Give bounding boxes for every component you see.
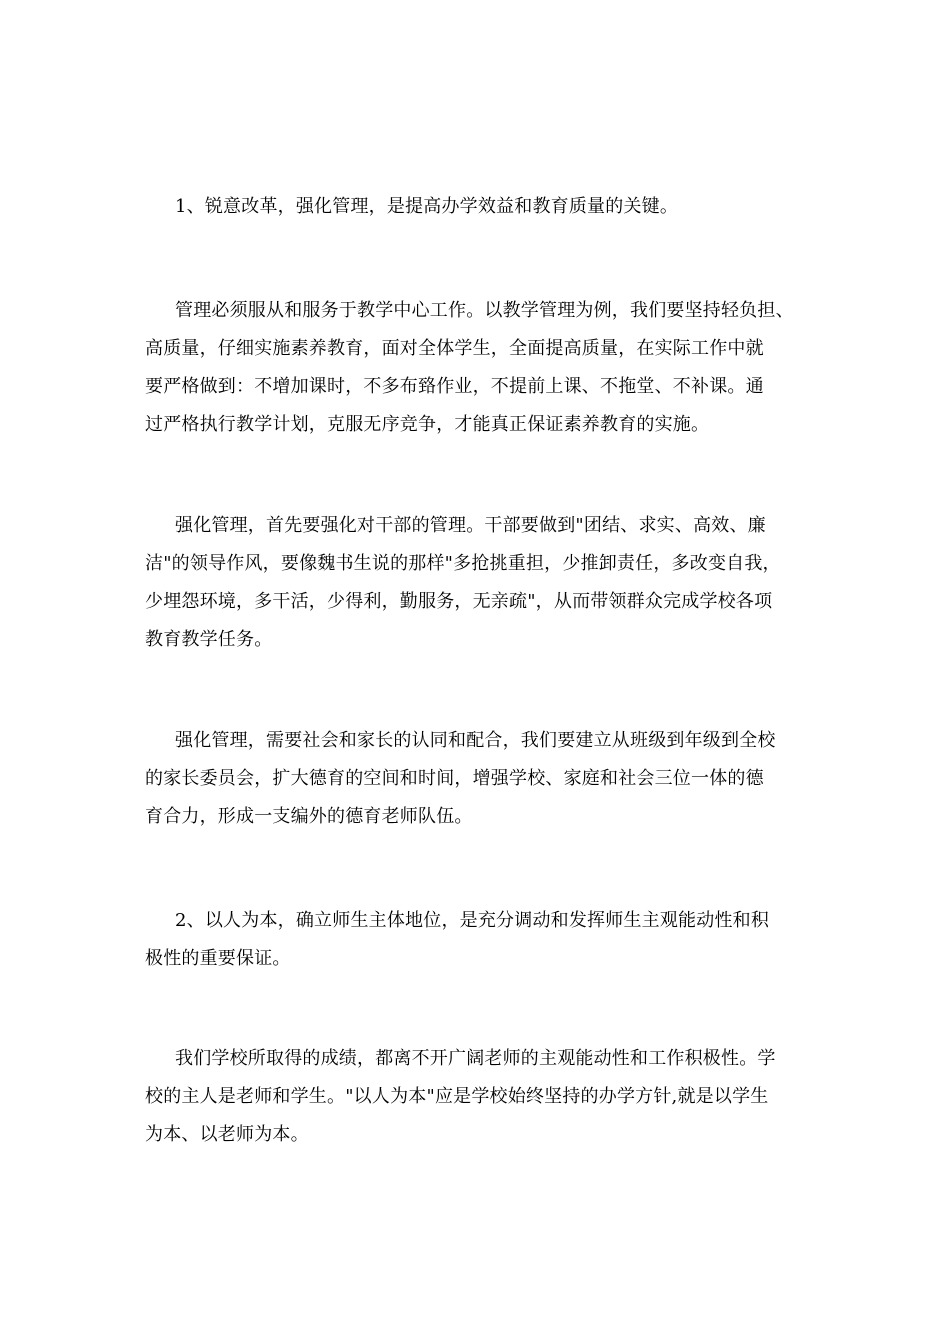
- paragraph-line: 的家长委员会，扩大德育的空间和时间，增强学校、家庭和社会三位一体的德: [145, 768, 764, 789]
- paragraph-line: 强化管理，需要社会和家长的认同和配合，我们要建立从班级到年级到全校: [175, 730, 776, 751]
- paragraph-line: 强化管理，首先要强化对干部的管理。干部要做到"团结、求实、高效、廉: [175, 515, 766, 536]
- paragraph-3: [145, 507, 810, 659]
- paragraph-line: 过严格执行教学计划，克服无序竞争，才能真正保证素养教育的实施。: [145, 414, 710, 435]
- paragraph-1: [145, 188, 810, 226]
- paragraph-line: 洁"的领导作风，要像魏书生说的那样"多抢挑重担，少推卸责任，多改变自我，: [145, 553, 781, 574]
- paragraph-line: 少埋怨环境，多干活，少得利，勤服务，无亲疏"，从而带领群众完成学校各项: [145, 591, 773, 612]
- paragraph-line: 1、锐意改革，强化管理，是提高办学效益和教育质量的关键。: [175, 196, 679, 217]
- paragraph-line: 要严格做到：不增加课时，不多布臵作业，不提前上课、不拖堂、不补课。通: [145, 376, 764, 397]
- paragraph-5: [145, 902, 810, 978]
- paragraph-2: [145, 292, 810, 444]
- paragraph-line: 我们学校所取得的成绩，都离不开广阔老师的主观能动性和工作积极性。学: [175, 1048, 776, 1069]
- paragraph-line: 管理必须服从和服务于教学中心工作。以教学管理为例，我们要坚持轻负担、: [175, 300, 794, 321]
- paragraph-line: 极性的重要保证。: [145, 948, 291, 969]
- paragraph-6: [145, 1040, 810, 1154]
- paragraph-line: 高质量，仔细实施素养教育，面对全体学生，全面提高质量，在实际工作中就: [145, 338, 764, 359]
- paragraph-line: 2、以人为本，确立师生主体地位，是充分调动和发挥师生主观能动性和积: [175, 910, 770, 931]
- paragraph-line: 校的主人是老师和学生。"以人为本"应是学校始终坚持的办学方针,就是以学生: [145, 1086, 769, 1107]
- paragraph-line: 教育教学任务。: [145, 629, 273, 650]
- paragraph-line: 为本、以老师为本。: [145, 1124, 309, 1145]
- paragraph-4: [145, 722, 810, 836]
- paragraph-line: 育合力，形成一支编外的德育老师队伍。: [145, 806, 473, 827]
